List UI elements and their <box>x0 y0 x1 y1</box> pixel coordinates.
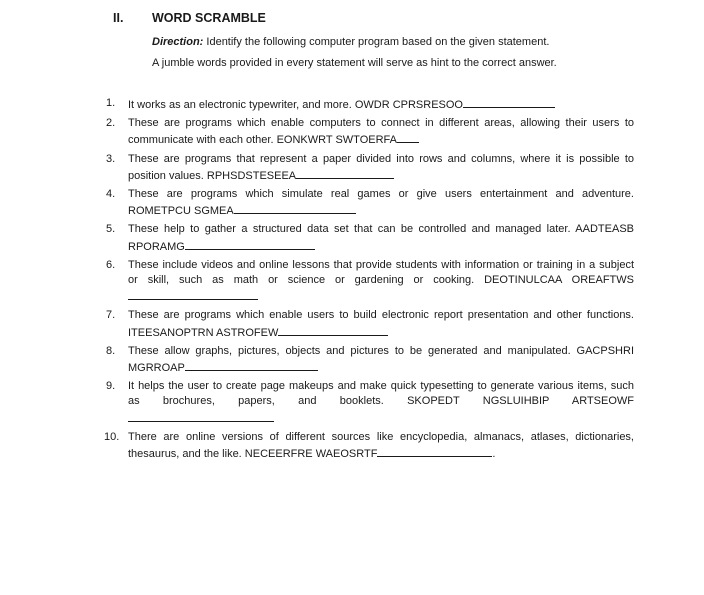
question-item <box>104 430 634 462</box>
answer-blank[interactable] <box>377 445 492 457</box>
question-text: It works as an electronic typewriter, and more. OWDR CPRSRESOO <box>128 99 463 111</box>
question-text: These are programs which simulate real games or give users entertainment and adventure. ROMETPCU SGMEA <box>128 188 634 218</box>
question-text: These help to gather a structured data set that can be controlled and managed later. AADTEASB RPORAMG <box>128 223 634 253</box>
question-number: 4. <box>106 188 116 201</box>
question-item <box>104 96 634 113</box>
question-number: 3. <box>106 152 116 165</box>
question-number: 9. <box>106 380 116 393</box>
question-text-wrap <box>128 379 634 427</box>
question-item <box>104 308 634 340</box>
answer-blank[interactable] <box>185 238 315 250</box>
direction-label: Direction: <box>152 36 204 48</box>
question-number: 7. <box>106 309 116 322</box>
direction-hint: A jumble words provided in every statement will serve as hint to the correct answer. <box>152 57 557 69</box>
question-text-wrap <box>128 222 634 254</box>
question-text-wrap <box>128 187 634 219</box>
question-text: These are programs that represent a paper divided into rows and columns, where it is possible to position values. RPHSDSTESEEA <box>128 152 634 182</box>
answer-blank[interactable] <box>463 96 555 108</box>
question-number: 5. <box>106 223 116 236</box>
answer-blank[interactable] <box>234 202 356 214</box>
question-text-wrap <box>128 344 634 376</box>
section-number: II. <box>113 11 124 25</box>
question-number: 10. <box>104 430 120 443</box>
question-text: These allow graphs, pictures, objects and pictures to be generated and manipulated. GACPSHRI MGRROAP <box>128 344 634 375</box>
question-item <box>104 187 634 219</box>
question-text-wrap <box>128 116 634 148</box>
question-item <box>104 379 634 427</box>
question-item <box>104 344 634 376</box>
answer-blank[interactable] <box>128 410 274 422</box>
question-text: These include videos and online lessons that provide students with information or training in a subject or skill, such as math or science or gardening or cooking. DEOTINULCAA OREAFTWS <box>128 258 634 287</box>
question-text-wrap <box>128 308 634 340</box>
direction-text: Identify the following computer program based on the given statement. <box>203 36 550 48</box>
answer-blank[interactable] <box>278 324 388 336</box>
question-text-wrap <box>128 430 634 462</box>
section-title: WORD SCRAMBLE <box>152 11 266 25</box>
answer-blank[interactable] <box>296 167 394 179</box>
question-text: These are programs which enable computers to connect in different areas, allowing their users to communicate with each other. EONKWRT SWTOERFA <box>128 117 634 147</box>
question-list <box>104 96 634 465</box>
question-item <box>104 152 634 184</box>
question-text: These are programs which enable users to build electronic report presentation and other functions. ITEESANOPTRN ASTROFEW <box>128 309 634 339</box>
question-text: There are online versions of different sources like encyclopedia, almanacs, atlases, dictionaries, thesaurus, and the like. NECEERFRE WAEOSRTF <box>128 430 634 461</box>
question-item <box>104 258 634 306</box>
question-item <box>104 116 634 148</box>
trailing-punctuation: . <box>492 448 496 461</box>
question-number: 2. <box>106 117 116 130</box>
question-text: It helps the user to create page makeups and make quick typesetting to generate various items, such as brochures, papers, and booklets. SKOPEDT NGSLUIHBIP ARTSEOWF <box>128 380 634 408</box>
answer-blank[interactable] <box>397 131 419 143</box>
question-item <box>104 222 634 254</box>
question-number: 8. <box>106 344 116 357</box>
answer-blank[interactable] <box>128 288 258 300</box>
question-text-wrap <box>128 152 634 184</box>
question-text-wrap <box>128 96 634 113</box>
question-text-wrap <box>128 258 634 306</box>
direction-line <box>152 36 549 48</box>
answer-blank[interactable] <box>185 359 318 371</box>
question-number: 1. <box>106 97 116 109</box>
question-number: 6. <box>106 258 116 271</box>
